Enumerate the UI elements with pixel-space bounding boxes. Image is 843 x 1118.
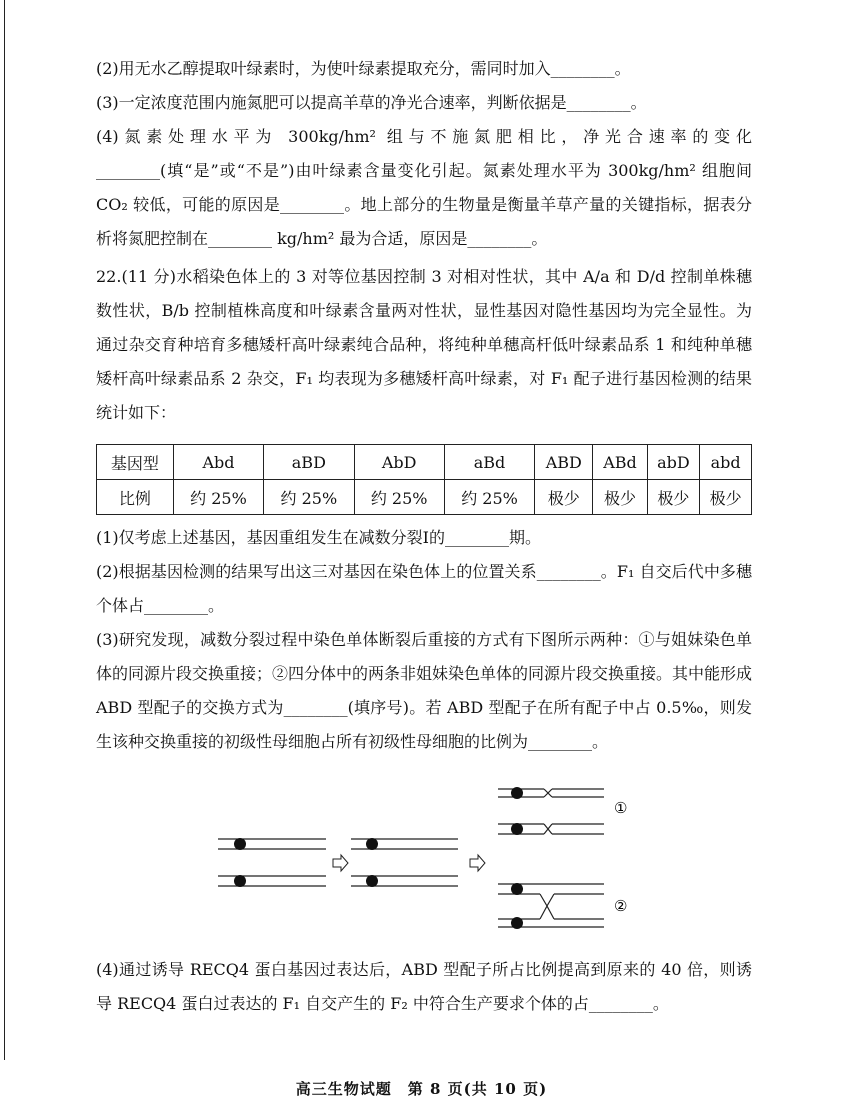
q22-sub1: (1)仅考虑上述基因，基因重组发生在减数分裂Ⅰ的________期。 [96,528,541,547]
q22-sub2: (2)根据基因检测的结果写出这三对基因在染色体上的位置关系________。F₁ 自交后代中多穗个体占________。 [96,562,752,615]
table-cell: 约 25% [444,480,534,515]
table-cell: abd [700,445,752,480]
q21-sub4: (4)氮素处理水平为 300kg/hm² 组与不施氮肥相比，净光合速率的变化________(填“是”或“不是”)由叶绿素含量变化引起。氮素处理水平为 300kg/hm² 组胞间 CO₂ 较低，可能的原因是________。地上部分的生物量是衡量羊草产量的关键指标，据表分析将氮肥控制在________ kg/hm² 最为合适，原因是________。 [96,127,752,248]
table-cell: Abd [173,445,263,480]
q21-sub2: (2)用无水乙醇提取叶绿素时，为使叶绿素提取充分，需同时加入________。 [96,59,631,78]
label-1: ① [614,799,628,817]
table-cell: aBD [264,445,354,480]
page-footer: 高三生物试题 第 8 页(共 10 页) [295,1080,548,1098]
q22-stem: 22.(11 分)水稻染色体上的 3 对等位基因控制 3 对相对性状，其中 A/a 和 D/d 控制单株穗数性状，B/b 控制植株高度和叶绿素含量两对性状，显性基因对隐性基因均为完全显性。为通过杂交育种培育多穗矮杆高叶绿素纯合品种，将纯种单穗高杆低叶绿素品系 1 和纯种单穗矮杆高叶绿素品系 2 杂交，F₁ 均表现为多穗矮杆高叶绿素，对 F₁ 配子进行基因检测的结果统计如下： [96,267,752,422]
table-cell: 约 25% [173,480,263,515]
table-cell: aBd [444,445,534,480]
label-2: ② [614,897,628,915]
table-row [97,480,752,515]
crossover-diagram [96,779,752,949]
table-cell: 极少 [535,480,593,515]
q21-sub3: (3)一定浓度范围内施氮肥可以提高羊草的净光合速率，判断依据是________。 [96,93,647,112]
table-cell: 极少 [593,480,647,515]
gamete-table [96,444,752,515]
arrow-icon [333,855,485,871]
table-cell: 约 25% [264,480,354,515]
table-cell: ABd [593,445,647,480]
left-margin-rule [4,0,5,1060]
q22-sub3: (3)研究发现，减数分裂过程中染色单体断裂后重接的方式有下图所示两种：①与姐妹染色单体的同源片段交换重接；②四分体中的两条非姐妹染色单体的同源片段交换重接。其中能形成 ABD 型配子的交换方式为________(填序号)。若 ABD 型配子在所有配子中占 0.5‰，则发生该种交换重接的初级性母细胞占所有初级性母细胞的比例为________。 [96,630,753,751]
table-cell: AbD [354,445,444,480]
table-row-label: 比例 [97,480,174,515]
table-cell: ABD [535,445,593,480]
table-header-label: 基因型 [97,445,174,480]
page-content [96,52,752,1021]
table-cell: 约 25% [354,480,444,515]
q22-sub4: (4)通过诱导 RECQ4 蛋白基因过表达后，ABD 型配子所占比例提高到原来的 40 倍，则诱导 RECQ4 蛋白过表达的 F₁ 自交产生的 F₂ 中符合生产要求个体的占________。 [96,960,752,1013]
table-cell: 极少 [700,480,752,515]
table-cell: 极少 [647,480,700,515]
crossover-diagram-svg [96,779,752,949]
table-row [97,445,752,480]
table-cell: abD [647,445,700,480]
